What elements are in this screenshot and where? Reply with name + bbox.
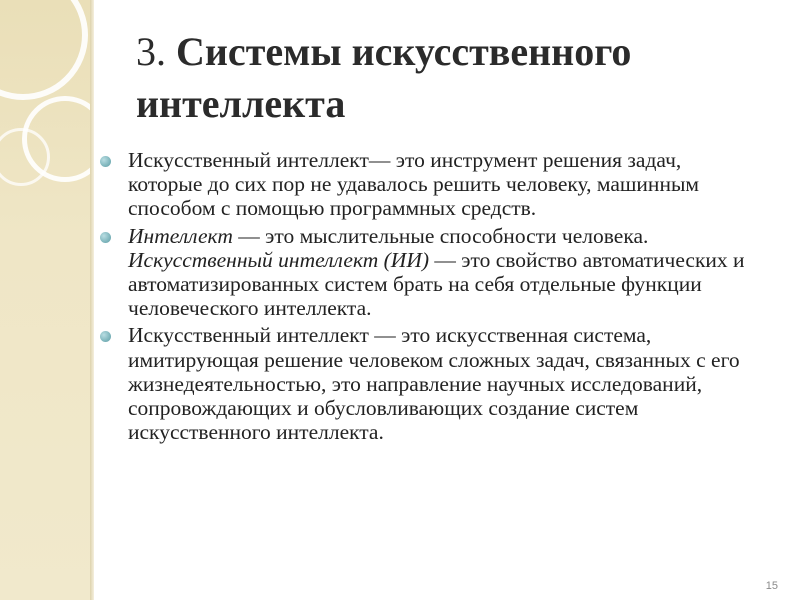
bullet-list bbox=[100, 148, 760, 447]
bullet-text: Искусственный интеллект — это искусственная система, имитирующая решение человеком сложных задач, связанных с его жизнедеятельностью, это направление научных исследований, сопровождающих и обусловливающих создание систем искусственного интеллекта. bbox=[128, 323, 740, 445]
bullet-text: Искусственный интеллект— это инструмент решения задач, которые до сих пор не удавалось решить человеку, машинным способом с помощью программных средств. bbox=[128, 148, 699, 221]
bullet-item bbox=[100, 148, 760, 221]
bullet-text: — это мыслительные способности человека. bbox=[232, 223, 649, 248]
bullet-text: — это свойство автоматических и автоматизированных систем брать на себя отдельные функции человеческого интеллекта. bbox=[128, 247, 745, 321]
bullet-term: Искусственный интеллект (ИИ) bbox=[128, 247, 429, 272]
bullet-item bbox=[100, 323, 760, 444]
title-text: Системы искусственного интеллекта bbox=[136, 29, 632, 126]
slide-title bbox=[136, 26, 736, 130]
side-band-edge bbox=[90, 0, 94, 600]
decorative-ring bbox=[0, 128, 50, 186]
decorative-side-band bbox=[0, 0, 90, 600]
bullet-item bbox=[100, 224, 760, 321]
title-number: 3. bbox=[136, 29, 166, 74]
bullet-dot-icon bbox=[100, 331, 111, 342]
bullet-dot-icon bbox=[100, 156, 111, 167]
bullet-term: Интеллект bbox=[128, 223, 233, 248]
decorative-ring bbox=[0, 0, 88, 100]
bullet-dot-icon bbox=[100, 232, 111, 243]
page-number: 15 bbox=[765, 580, 778, 592]
